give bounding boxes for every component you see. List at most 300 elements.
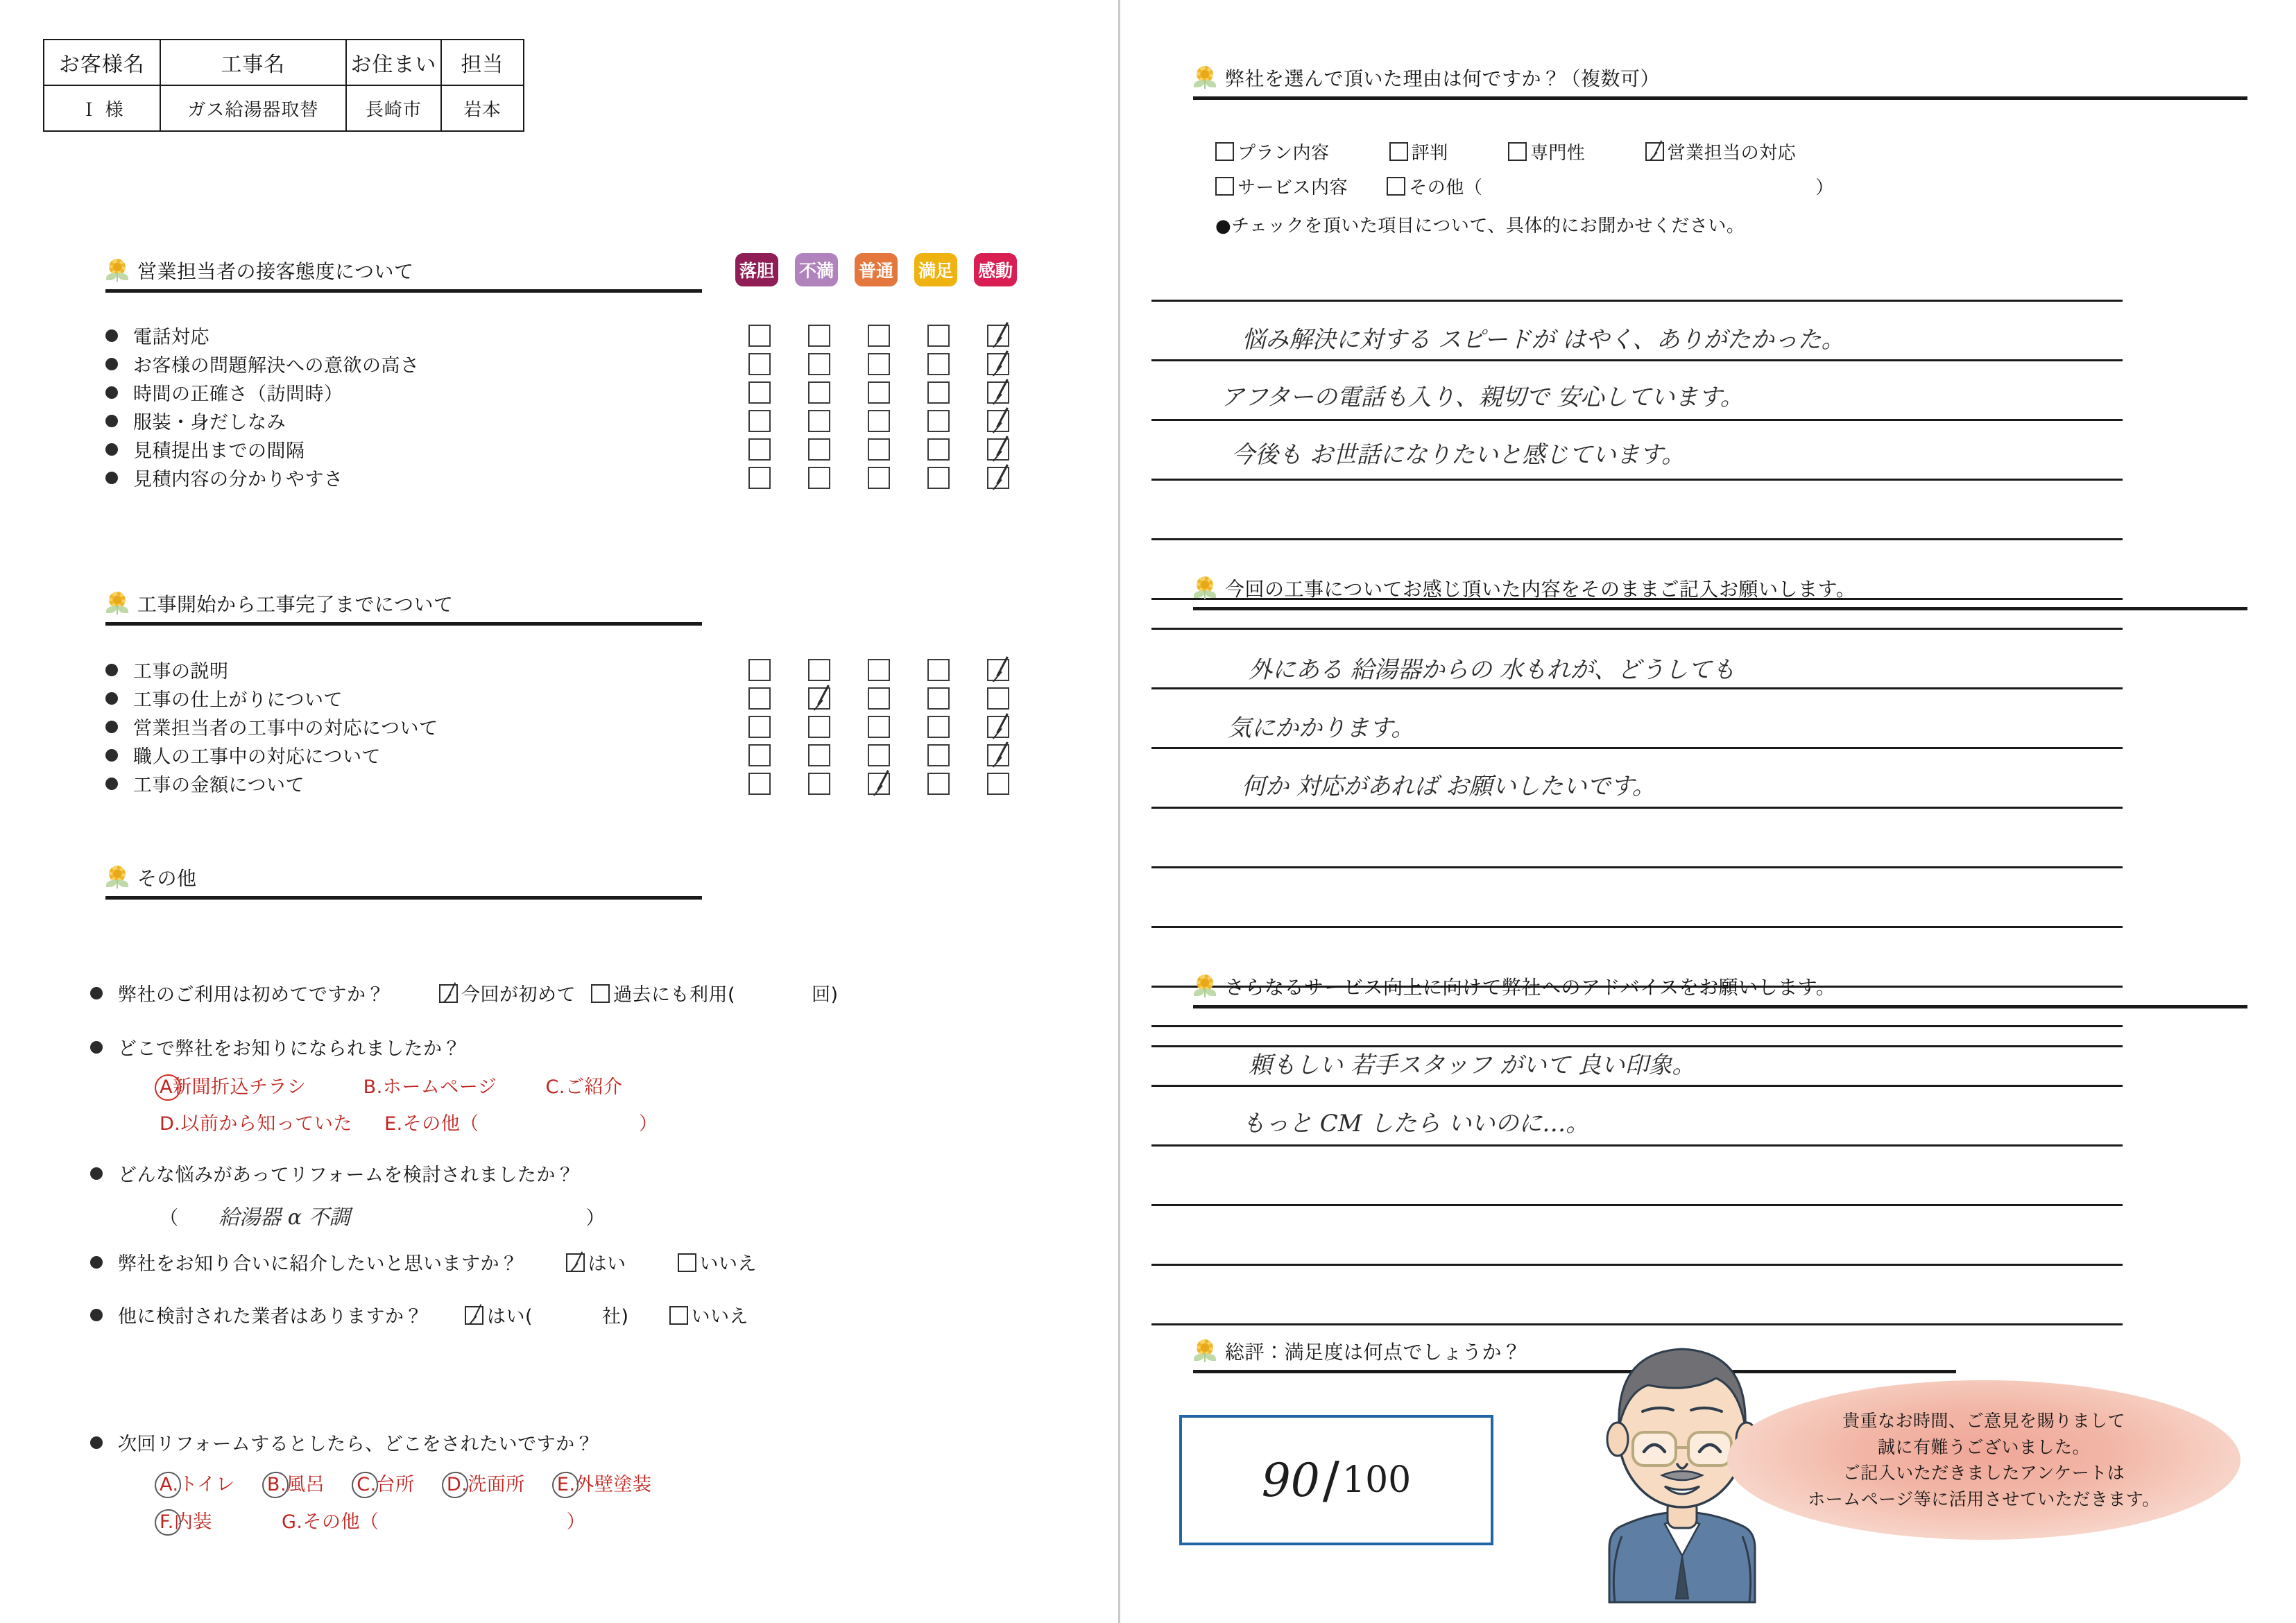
rating-cell[interactable] bbox=[968, 467, 1028, 489]
question-how-heard-options-line2 bbox=[160, 1108, 658, 1135]
option-label: 洗面所 bbox=[468, 1474, 525, 1495]
page-fold-divider bbox=[1118, 0, 1120, 1623]
option-key: C. bbox=[357, 1474, 377, 1495]
rating-cell[interactable] bbox=[789, 353, 849, 375]
bullet-dot-icon bbox=[105, 664, 118, 676]
rating-cell[interactable] bbox=[730, 410, 789, 432]
checkbox-checked-icon[interactable] bbox=[987, 659, 1009, 681]
checkbox-icon[interactable] bbox=[868, 716, 890, 738]
answer-first-time-before[interactable] bbox=[591, 979, 735, 1006]
overall-section-title: 総評：満足度は何点でしょうか？ bbox=[1225, 1341, 1522, 1364]
bullet-dot-icon bbox=[105, 443, 118, 456]
option-E-other[interactable] bbox=[384, 1108, 479, 1135]
rating-cell[interactable] bbox=[849, 773, 909, 795]
rating-cell[interactable] bbox=[730, 659, 789, 681]
checkbox-icon[interactable] bbox=[465, 1306, 483, 1325]
thanks-line-4: ホームページ等に活用させていただきます。 bbox=[1808, 1488, 2160, 1509]
reason-options-line1 bbox=[1215, 139, 1796, 164]
thanks-message-oval bbox=[1727, 1380, 2241, 1540]
option-label: 専門性 bbox=[1530, 143, 1586, 164]
question-text: 他に検討された業者はありますか？ bbox=[118, 1306, 423, 1328]
construction-item-label: 営業担当者の工事中の対応について bbox=[133, 718, 438, 739]
answer-contractors-yes[interactable] bbox=[465, 1301, 533, 1328]
checkbox-icon[interactable] bbox=[987, 773, 1009, 795]
rating-row bbox=[730, 350, 1028, 378]
option-label: 新聞折込チラシ bbox=[172, 1076, 307, 1098]
rating-cell[interactable] bbox=[909, 325, 968, 347]
rating-cell[interactable] bbox=[789, 687, 849, 710]
bullet-dot-icon bbox=[105, 472, 118, 484]
rating-cell[interactable] bbox=[968, 659, 1028, 681]
handwritten-advice-line2: もっと CM したら いいのに…。 bbox=[1242, 1110, 1590, 1137]
rating-cell[interactable] bbox=[730, 773, 789, 795]
writing-line bbox=[1151, 1323, 2123, 1325]
checkbox-icon[interactable] bbox=[808, 716, 830, 738]
checkbox-icon[interactable] bbox=[927, 438, 950, 461]
list-item bbox=[105, 463, 420, 492]
option-label: その他（ bbox=[302, 1511, 379, 1533]
bullet-dot-icon bbox=[105, 749, 118, 762]
bullet-dot-icon bbox=[105, 415, 118, 427]
impression-section-title: 今回の工事についてお感じ頂いた内容をそのままご記入お願いします。 bbox=[1225, 578, 1856, 601]
checkbox-icon[interactable] bbox=[808, 381, 830, 404]
checkbox-icon[interactable] bbox=[808, 744, 830, 766]
checkbox-icon[interactable] bbox=[748, 687, 771, 710]
checkbox-icon[interactable] bbox=[808, 438, 830, 461]
question-text: 次回リフォームするとしたら、どこをされたいですか？ bbox=[118, 1434, 594, 1455]
checkbox-icon[interactable] bbox=[748, 744, 771, 766]
checkbox-icon[interactable] bbox=[748, 381, 771, 404]
checkbox-checked-icon[interactable] bbox=[987, 410, 1009, 432]
sales-item-label: 見積内容の分かりやすさ bbox=[133, 469, 343, 490]
reason-note-text: ●チェックを頂いた項目について、具体的にお聞かせください。 bbox=[1215, 216, 1745, 237]
checkbox-icon[interactable] bbox=[808, 325, 830, 347]
answer-contractors-unit: 社) bbox=[602, 1306, 629, 1328]
checkbox-icon[interactable] bbox=[748, 353, 771, 375]
option-label: 営業担当の対応 bbox=[1667, 143, 1797, 164]
rating-cell[interactable] bbox=[789, 325, 849, 347]
rating-cell[interactable] bbox=[789, 410, 849, 432]
section-construction-checkbox-grid[interactable] bbox=[730, 655, 1028, 798]
header-value-customer-name: Ｉ 様 bbox=[44, 85, 160, 131]
checkbox-icon[interactable] bbox=[1645, 142, 1664, 161]
bullet-dot-icon bbox=[90, 1309, 103, 1321]
rating-cell[interactable] bbox=[849, 381, 909, 404]
answer-refer-no[interactable] bbox=[678, 1248, 757, 1276]
rating-row bbox=[730, 712, 1028, 741]
sunflower-icon bbox=[105, 592, 129, 615]
impression-section-header bbox=[1193, 574, 2234, 610]
question-text: どんな悩みがあってリフォームを検討されましたか？ bbox=[118, 1165, 575, 1186]
option-label: 風呂 bbox=[286, 1474, 325, 1495]
option-label: その他（ bbox=[402, 1113, 479, 1135]
checkbox-icon[interactable] bbox=[669, 1306, 688, 1325]
rating-cell[interactable] bbox=[849, 716, 909, 738]
checkbox-icon[interactable] bbox=[748, 410, 771, 432]
header-value-work-name: ガス給湯器取替 bbox=[160, 85, 346, 131]
rating-cell[interactable] bbox=[789, 381, 849, 404]
option-E-exterior-paint[interactable] bbox=[557, 1469, 652, 1496]
advice-section-rule bbox=[1193, 1005, 2247, 1008]
sales-item-label: 服装・身だしなみ bbox=[133, 412, 286, 433]
rating-cell[interactable] bbox=[789, 716, 849, 738]
checkbox-icon[interactable] bbox=[748, 467, 771, 489]
section-other-title: その他 bbox=[137, 867, 197, 890]
sunflower-icon bbox=[1193, 576, 1217, 600]
checkbox-icon[interactable] bbox=[808, 353, 830, 375]
option-key: C. bbox=[545, 1076, 565, 1098]
option-label: いいえ bbox=[691, 1306, 749, 1328]
rating-row bbox=[730, 435, 1028, 463]
header-col-residence: お住まい bbox=[346, 40, 441, 85]
rating-cell[interactable] bbox=[849, 438, 909, 461]
checkbox-checked-icon[interactable] bbox=[987, 381, 1009, 404]
question-text: 弊社をお知り合いに紹介したいと思いますか？ bbox=[118, 1253, 519, 1275]
rating-row bbox=[730, 463, 1028, 492]
checkbox-icon[interactable] bbox=[927, 716, 950, 738]
rating-cell[interactable] bbox=[730, 467, 789, 489]
bullet-dot-icon bbox=[90, 987, 103, 999]
rating-cell[interactable] bbox=[909, 716, 968, 738]
checkbox-icon[interactable] bbox=[591, 984, 610, 1003]
option-label: 評判 bbox=[1411, 143, 1448, 164]
answer-first-time-yes[interactable] bbox=[439, 979, 576, 1006]
option-B-homepage[interactable] bbox=[363, 1072, 497, 1099]
rating-cell[interactable] bbox=[849, 353, 909, 375]
option-label: その他（ bbox=[1409, 178, 1483, 198]
sunflower-icon bbox=[1193, 974, 1217, 998]
checkbox-icon[interactable] bbox=[1389, 142, 1408, 161]
circle-mark-icon bbox=[160, 1076, 173, 1098]
checkbox-icon[interactable] bbox=[868, 744, 890, 766]
answer-open-paren: （ bbox=[160, 1208, 178, 1229]
sales-item-label: 時間の正確さ（訪問時） bbox=[133, 384, 343, 405]
rating-cell[interactable] bbox=[909, 773, 968, 795]
rating-cell[interactable] bbox=[789, 744, 849, 766]
option-D-knew-before[interactable] bbox=[160, 1108, 352, 1135]
rating-cell[interactable] bbox=[849, 325, 909, 347]
checkbox-checked-icon[interactable] bbox=[987, 716, 1009, 738]
sunflower-icon bbox=[1193, 1339, 1217, 1363]
rating-chip-kandou: 感動 bbox=[974, 253, 1017, 286]
rating-cell[interactable] bbox=[730, 687, 789, 710]
checkbox-icon[interactable] bbox=[868, 325, 890, 347]
rating-cell[interactable] bbox=[909, 410, 968, 432]
list-item bbox=[105, 684, 438, 712]
checkbox-icon[interactable] bbox=[868, 687, 890, 710]
checkbox-icon[interactable] bbox=[748, 773, 771, 795]
checkbox-icon[interactable] bbox=[927, 381, 950, 404]
rating-cell[interactable] bbox=[968, 716, 1028, 738]
rating-cell[interactable] bbox=[968, 687, 1028, 710]
list-item bbox=[105, 406, 420, 435]
reason-option-reputation[interactable] bbox=[1389, 143, 1448, 164]
reason-option-expertise[interactable] bbox=[1508, 143, 1586, 164]
section-sales-title: 営業担当者の接客態度について bbox=[137, 260, 414, 283]
reason-option-sales-response[interactable] bbox=[1645, 143, 1797, 164]
checkbox-icon[interactable] bbox=[1215, 142, 1234, 161]
header-value-staff: 岩本 bbox=[441, 85, 524, 131]
handwritten-impression-line3: 何か 対応があれば お願いしたいです。 bbox=[1242, 773, 1656, 800]
option-key: B. bbox=[266, 1474, 287, 1495]
rating-cell[interactable] bbox=[968, 410, 1028, 432]
section-other-rule bbox=[105, 896, 702, 900]
checkbox-icon[interactable] bbox=[808, 410, 830, 432]
rating-cell[interactable] bbox=[909, 659, 968, 681]
checkbox-icon[interactable] bbox=[748, 716, 771, 738]
checkbox-icon[interactable] bbox=[1508, 142, 1527, 161]
construction-item-label: 工事の説明 bbox=[133, 661, 229, 682]
question-would-refer bbox=[90, 1248, 757, 1276]
option-label: はい( bbox=[487, 1306, 533, 1328]
checkbox-icon[interactable] bbox=[987, 687, 1009, 710]
rating-cell[interactable] bbox=[849, 410, 909, 432]
option-A-toilet[interactable] bbox=[160, 1469, 235, 1496]
circle-mark-icon bbox=[447, 1474, 468, 1495]
reason-section-rule bbox=[1193, 96, 2247, 100]
checkbox-icon[interactable] bbox=[868, 467, 890, 489]
option-label: 過去にも利用( bbox=[613, 984, 736, 1006]
rating-cell[interactable] bbox=[789, 659, 849, 681]
checkbox-icon[interactable] bbox=[868, 438, 890, 461]
option-label: プラン内容 bbox=[1237, 143, 1330, 164]
section-construction-rule bbox=[105, 622, 702, 626]
question-text: どこで弊社をお知りになられましたか？ bbox=[118, 1038, 461, 1060]
rating-cell[interactable] bbox=[730, 381, 789, 404]
rating-cell[interactable] bbox=[968, 744, 1028, 766]
rating-cell[interactable] bbox=[909, 687, 968, 710]
rating-row bbox=[730, 741, 1028, 769]
checkbox-icon[interactable] bbox=[808, 773, 830, 795]
header-col-staff: 担当 bbox=[441, 40, 524, 85]
rating-cell[interactable] bbox=[909, 744, 968, 766]
handwritten-impression-line2: 気にかかります。 bbox=[1228, 714, 1415, 742]
rating-cell[interactable] bbox=[789, 467, 849, 489]
checkbox-icon[interactable] bbox=[439, 984, 458, 1003]
rating-cell[interactable] bbox=[909, 467, 968, 489]
question-how-heard-options-line1 bbox=[160, 1072, 622, 1099]
list-item bbox=[105, 321, 420, 350]
header-col-work-name: 工事名 bbox=[160, 40, 346, 85]
handwritten-advice-line1: 頼もしい 若手スタッフ がいて 良い印象。 bbox=[1249, 1051, 1696, 1079]
section-sales-checkbox-grid[interactable] bbox=[730, 321, 1028, 492]
rating-cell[interactable] bbox=[730, 716, 789, 738]
option-key: F. bbox=[160, 1511, 174, 1533]
thanks-line-2: 誠に有難うございました。 bbox=[1877, 1436, 2090, 1457]
checkbox-icon[interactable] bbox=[927, 467, 950, 489]
rating-cell[interactable] bbox=[730, 744, 789, 766]
option-G-close-paren: ） bbox=[566, 1511, 586, 1533]
checkbox-icon[interactable] bbox=[808, 659, 830, 681]
question-other-contractors bbox=[90, 1301, 748, 1328]
checkbox-checked-icon[interactable] bbox=[808, 687, 830, 710]
reason-note bbox=[1215, 212, 1745, 237]
answer-close-paren: ） bbox=[585, 1208, 605, 1229]
rating-cell[interactable] bbox=[789, 773, 849, 795]
option-label: 今回が初めて bbox=[461, 984, 576, 1006]
bullet-dot-icon bbox=[105, 329, 118, 342]
question-text: 弊社のご利用は初めてですか？ bbox=[118, 984, 385, 1006]
rating-row bbox=[730, 321, 1028, 350]
checkbox-icon[interactable] bbox=[927, 744, 950, 766]
checkbox-icon[interactable] bbox=[678, 1253, 696, 1272]
bullet-dot-icon bbox=[90, 1041, 103, 1054]
score-slash: / bbox=[1322, 1451, 1339, 1509]
rating-cell[interactable] bbox=[730, 353, 789, 375]
answer-contractors-no[interactable] bbox=[669, 1301, 749, 1328]
checkbox-icon[interactable] bbox=[927, 410, 950, 432]
rating-cell[interactable] bbox=[849, 659, 909, 681]
list-item bbox=[105, 769, 438, 798]
option-F-interior[interactable] bbox=[160, 1506, 212, 1534]
rating-cell[interactable] bbox=[909, 381, 968, 404]
answer-refer-yes[interactable] bbox=[566, 1248, 626, 1276]
question-how-heard bbox=[90, 1033, 461, 1060]
checkbox-icon[interactable] bbox=[927, 353, 950, 375]
checkbox-icon[interactable] bbox=[868, 353, 890, 375]
impression-section-rule bbox=[1193, 607, 2247, 610]
rating-chip-rakutan: 落胆 bbox=[735, 253, 778, 286]
handwritten-reason-line1: 悩み解決に対する スピードが はやく、ありがたかった。 bbox=[1242, 326, 1845, 354]
rating-cell[interactable] bbox=[730, 325, 789, 347]
rating-cell[interactable] bbox=[849, 744, 909, 766]
advice-section-header bbox=[1193, 972, 2234, 1008]
checkbox-icon[interactable] bbox=[927, 687, 950, 710]
checkbox-checked-icon[interactable] bbox=[987, 325, 1009, 347]
bullet-dot-icon bbox=[90, 1436, 103, 1449]
option-label: 台所 bbox=[376, 1474, 415, 1495]
rating-cell[interactable] bbox=[909, 353, 968, 375]
rating-cell[interactable] bbox=[849, 467, 909, 489]
thanks-line-3: ご記入いただきましたアンケートは bbox=[1842, 1463, 2125, 1483]
handwritten-reason-line3: 今後も お世話になりたいと感じています。 bbox=[1231, 441, 1686, 469]
checkbox-icon[interactable] bbox=[748, 659, 771, 681]
section-sales-item-list bbox=[105, 321, 420, 492]
option-B-bath[interactable] bbox=[267, 1469, 325, 1496]
checkbox-icon[interactable] bbox=[566, 1253, 585, 1272]
question-reason-answer[interactable] bbox=[160, 1200, 605, 1230]
rating-cell[interactable] bbox=[909, 438, 968, 461]
checkbox-icon[interactable] bbox=[748, 325, 771, 347]
option-D-washroom[interactable] bbox=[447, 1469, 525, 1496]
circle-mark-icon bbox=[557, 1474, 576, 1495]
section-sales-rule bbox=[105, 289, 702, 293]
rating-cell[interactable] bbox=[730, 438, 789, 461]
sunflower-icon bbox=[105, 259, 129, 282]
score-box[interactable] bbox=[1179, 1415, 1493, 1545]
reason-option-plan[interactable] bbox=[1215, 143, 1330, 164]
reason-option-other[interactable] bbox=[1387, 178, 1482, 198]
rating-cell[interactable] bbox=[968, 381, 1028, 404]
checkbox-checked-icon[interactable] bbox=[987, 744, 1009, 766]
bullet-dot-icon bbox=[105, 692, 118, 705]
construction-item-label: 工事の金額について bbox=[133, 775, 305, 796]
section-sales-header bbox=[105, 257, 695, 293]
bullet-dot-icon bbox=[105, 358, 118, 370]
list-item bbox=[105, 435, 420, 463]
reason-option-service[interactable] bbox=[1215, 178, 1348, 198]
bullet-dot-icon bbox=[90, 1256, 103, 1269]
section-construction-item-list bbox=[105, 655, 438, 798]
option-key: E. bbox=[384, 1113, 403, 1135]
checkbox-icon[interactable] bbox=[927, 325, 950, 347]
option-label: サービス内容 bbox=[1237, 178, 1348, 198]
circle-mark-icon bbox=[160, 1511, 174, 1533]
option-label: いいえ bbox=[699, 1253, 757, 1275]
option-C-kitchen[interactable] bbox=[357, 1469, 414, 1496]
rating-cell[interactable] bbox=[968, 353, 1028, 375]
rating-cell[interactable] bbox=[968, 773, 1028, 795]
list-item bbox=[105, 350, 420, 378]
rating-chip-manzoku: 満足 bbox=[914, 253, 957, 286]
rating-row bbox=[730, 655, 1028, 684]
checkbox-checked-icon[interactable] bbox=[987, 353, 1009, 375]
question-first-time bbox=[90, 979, 839, 1006]
reason-options-line2 bbox=[1215, 173, 1834, 199]
checkbox-checked-icon[interactable] bbox=[868, 773, 890, 795]
reason-section-header bbox=[1193, 64, 2234, 100]
option-A-newspaper[interactable] bbox=[160, 1072, 306, 1099]
option-label: ご紹介 bbox=[565, 1076, 623, 1098]
checkbox-checked-icon[interactable] bbox=[987, 467, 1009, 489]
option-C-referral[interactable] bbox=[545, 1072, 622, 1099]
checkbox-checked-icon[interactable] bbox=[987, 438, 1009, 461]
rating-chip-futsuu: 普通 bbox=[855, 253, 898, 286]
overall-section-rule bbox=[1193, 1370, 1956, 1373]
reason-section-title: 弊社を選んで頂いた理由は何ですか？（複数可） bbox=[1225, 67, 1661, 90]
checkbox-icon[interactable] bbox=[868, 381, 890, 404]
option-key: G. bbox=[281, 1511, 303, 1533]
score-denominator: 100 bbox=[1342, 1459, 1412, 1501]
rating-row bbox=[730, 769, 1028, 798]
checkbox-icon[interactable] bbox=[1387, 177, 1405, 196]
list-item bbox=[105, 741, 438, 769]
checkbox-icon[interactable] bbox=[927, 659, 950, 681]
rating-row bbox=[730, 378, 1028, 406]
sunflower-icon bbox=[1193, 66, 1217, 89]
header-col-customer-name: お客様名 bbox=[44, 40, 160, 85]
rating-cell[interactable] bbox=[849, 687, 909, 710]
header-value-residence: 長崎市 bbox=[346, 85, 441, 131]
option-G-other[interactable] bbox=[282, 1506, 379, 1534]
checkbox-icon[interactable] bbox=[748, 438, 771, 461]
list-item bbox=[105, 655, 438, 684]
rating-scale-legend bbox=[735, 253, 1017, 286]
circle-mark-icon bbox=[267, 1474, 286, 1495]
construction-item-label: 職人の工事中の対応について bbox=[133, 746, 381, 768]
sales-item-label: 電話対応 bbox=[133, 327, 209, 348]
list-item bbox=[105, 378, 420, 406]
reason-other-close-paren: ） bbox=[1815, 178, 1834, 198]
section-construction-title: 工事開始から工事完了までについて bbox=[137, 593, 454, 616]
rating-cell[interactable] bbox=[968, 325, 1028, 347]
overall-section-header bbox=[1193, 1337, 1956, 1373]
rating-cell[interactable] bbox=[789, 438, 849, 461]
question-next-reform bbox=[90, 1429, 594, 1456]
handwritten-reason-line2: アフターの電話も入り、親切で 安心しています。 bbox=[1221, 384, 1744, 411]
checkbox-icon[interactable] bbox=[1215, 177, 1234, 196]
rating-cell[interactable] bbox=[968, 438, 1028, 461]
option-key: E. bbox=[556, 1474, 576, 1495]
checkbox-icon[interactable] bbox=[927, 773, 950, 795]
bullet-dot-icon bbox=[90, 1167, 103, 1180]
sales-item-label: お客様の問題解決への意欲の高さ bbox=[133, 355, 420, 377]
checkbox-icon[interactable] bbox=[868, 659, 890, 681]
option-key: A bbox=[160, 1076, 173, 1098]
checkbox-icon[interactable] bbox=[808, 467, 830, 489]
option-key: B. bbox=[363, 1076, 383, 1098]
checkbox-icon[interactable] bbox=[868, 410, 890, 432]
